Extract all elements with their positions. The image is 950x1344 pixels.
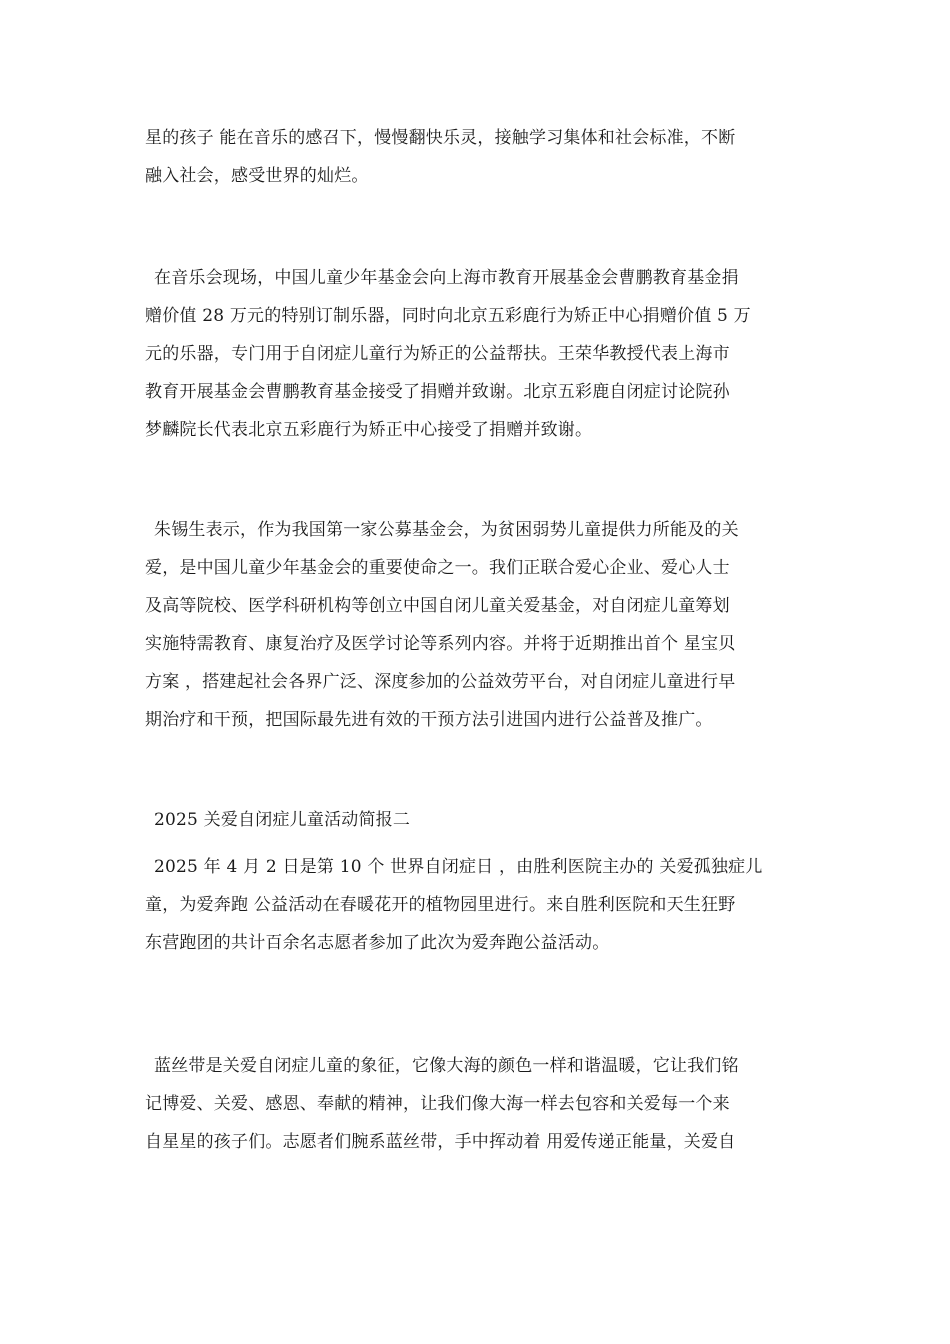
paragraph-4-line-2: 童，为爱奔跑 公益活动在春暖花开的植物园里进行。来自胜利医院和天生狂野 — [145, 895, 736, 915]
paragraph-5-line-2: 记博爱、关爱、感恩、奉献的精神，让我们像大海一样去包容和关爱每一个来 — [145, 1094, 730, 1114]
paragraph-3-line-6: 期治疗和干预，把国际最先进有效的干预方法引进国内进行公益普及推广。 — [145, 710, 713, 730]
paragraph-5-line-3: 自星星的孩子们。志愿者们腕系蓝丝带，手中挥动着 用爱传递正能量，关爱自 — [145, 1132, 736, 1152]
section-heading: 2025 关爱自闭症儿童活动简报二 — [154, 810, 411, 830]
paragraph-2-line-4: 教育开展基金会曹鹏教育基金接受了捐赠并致谢。北京五彩鹿自闭症讨论院孙 — [145, 382, 730, 402]
paragraph-5-line-1: 蓝丝带是关爱自闭症儿童的象征，它像大海的颜色一样和谐温暖，它让我们铭 — [154, 1056, 739, 1076]
paragraph-1-line-1: 星的孩子 能在音乐的感召下，慢慢翻快乐灵，接触学习集体和社会标准，不断 — [145, 128, 736, 148]
paragraph-2-line-2: 赠价值 28 万元的特别订制乐器，同时向北京五彩鹿行为矫正中心捐赠价值 5 万 — [145, 306, 751, 326]
paragraph-3-line-1: 朱锡生表示，作为我国第一家公募基金会，为贫困弱势儿童提供力所能及的关 — [154, 520, 739, 540]
paragraph-3-line-2: 爱，是中国儿童少年基金会的重要使命之一。我们正联合爱心企业、爱心人士 — [145, 558, 730, 578]
paragraph-2-line-3: 元的乐器，专门用于自闭症儿童行为矫正的公益帮扶。王荣华教授代表上海市 — [145, 344, 730, 364]
paragraph-3-line-3: 及高等院校、医学科研机构等创立中国自闭儿童关爱基金，对自闭症儿童筹划 — [145, 596, 730, 616]
paragraph-2-line-1: 在音乐会现场，中国儿童少年基金会向上海市教育开展基金会曹鹏教育基金捐 — [154, 268, 739, 288]
paragraph-4-line-3: 东营跑团的共计百余名志愿者参加了此次为爱奔跑公益活动。 — [145, 933, 610, 953]
paragraph-3-line-5: 方案 ，搭建起社会各界广泛、深度参加的公益效劳平台，对自闭症儿童进行早 — [145, 672, 736, 692]
paragraph-2-line-5: 梦麟院长代表北京五彩鹿行为矫正中心接受了捐赠并致谢。 — [145, 420, 593, 440]
paragraph-1-line-2: 融入社会，感受世界的灿烂。 — [145, 166, 369, 186]
paragraph-4-line-1: 2025 年 4 月 2 日是第 10 个 世界自闭症日 ，由胜利医院主办的 关爱孤独症儿 — [154, 857, 763, 877]
paragraph-3-line-4: 实施特需教育、康复治疗及医学讨论等系列内容。并将于近期推出首个 星宝贝 — [145, 634, 736, 654]
